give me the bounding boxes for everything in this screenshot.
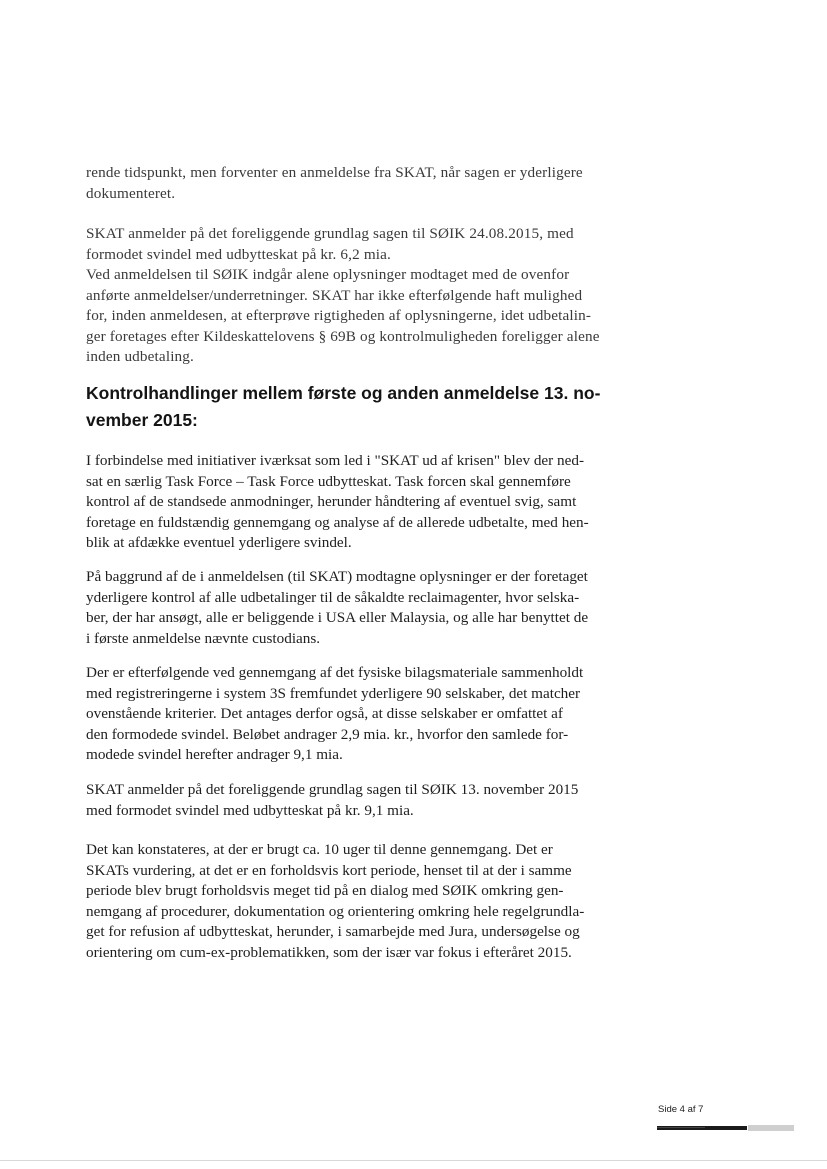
text-line: periode blev brugt forholdsvis meget tid på en dialog med SØIK omkring gen- [86,882,564,899]
text-line: formodet svindel med udbytteskat på kr. 6,2 mia. [86,245,391,263]
footer-rule-thin [657,1127,705,1128]
text-line: inden udbetaling. [86,348,194,365]
text-line: orientering om cum-ex-problematikken, som der især var fokus i efteråret 2015. [86,943,572,961]
text-line: Det kan konstateres, at der er brugt ca. 10 uger til denne gennemgang. Det er [86,841,553,858]
text-line: dokumenteret. [86,184,176,202]
text-line: modede svindel herefter andrager 9,1 mia. [86,746,343,763]
text-line: I forbindelse med initiativer iværksat som led i "SKAT ud af krisen" blev der ned- [86,452,585,469]
paragraph-intro [86,163,646,204]
text-line: i første anmeldelse nævnte custodians. [86,629,321,647]
paragraph-control [86,567,646,649]
text-line: sat en særlig Task Force – Task Force udbytteskat. Task forcen skal gennemføre [86,472,571,490]
text-line: den formodede svindel. Beløbet andrager 2,9 mia. kr., hvorfor den samlede for- [86,725,569,743]
text-line: ovenstående kriterier. Det antages derfor også, at disse selskaber er omfattet af [86,705,563,722]
paragraph-assessment [86,840,646,963]
paragraph-first-report [86,224,646,368]
text-line: kontrol af de standsede anmodninger, herunder håndtering af eventuel svig, samt [86,493,577,510]
text-line: blik at afdække eventuel yderligere svindel. [86,534,352,551]
heading-line: Kontrolhandlinger mellem første og anden anmeldelse 13. no- [86,383,601,403]
text-line: Der er efterfølgende ved gennemgang af det fysiske bilagsmateriale sammenholdt [86,664,584,681]
text-line: SKAT anmelder på det foreliggende grundlag sagen til SØIK 24.08.2015, med [86,225,574,242]
text-line: Ved anmeldelsen til SØIK indgår alene oplysninger modtaget med de ovenfor [86,266,570,283]
text-line: med registreringerne i system 3S fremfundet yderligere 90 selskaber, det matcher [86,684,581,702]
text-line: yderligere kontrol af alle udbetalinger til de såkaldte reclaimagenter, hvor selska- [86,588,580,606]
heading-line: vember 2015: [86,410,198,430]
section-heading [86,380,646,434]
text-line: nemgang af procedurer, dokumentation og orientering omkring hele regelgrundla- [86,902,585,920]
footer-rule-light [748,1125,794,1131]
page-number: Side 4 af 7 [658,1104,704,1115]
paragraph-review [86,663,646,766]
text-line: rende tidspunkt, men forventer en anmeldelse fra SKAT, når sagen er yderligere [86,164,583,181]
text-line: ger foretages efter Kildeskattelovens § 69B og kontrolmuligheden foreligger alene [86,327,600,345]
text-line: SKATs vurdering, at det er en forholdsvis kort periode, henset til at der i samme [86,861,572,879]
text-line: med formodet svindel med udbytteskat på kr. 9,1 mia. [86,801,414,819]
text-line: foretage en fuldstændig gennemgang og analyse af de allerede udbetalte, med hen- [86,513,589,531]
text-line: På baggrund af de i anmeldelsen (til SKAT) modtagne oplysninger er der foretaget [86,568,588,585]
scan-edge-divider [0,1160,827,1161]
text-line: ber, der har ansøgt, alle er beliggende i USA eller Malaysia, og alle har benyttet de [86,609,589,626]
paragraph-task-force [86,451,646,554]
text-line: for, inden anmeldesen, at efterprøve rigtigheden af oplysningerne, idet udbetalin- [86,307,592,324]
text-line: get for refusion af udbytteskat, herunder, i samarbejde med Jura, undersøgelse og [86,923,580,940]
text-line: anførte anmeldelser/underretninger. SKAT har ikke efterfølgende haft mulighed [86,286,583,304]
paragraph-second-report [86,780,646,821]
text-line: SKAT anmelder på det foreliggende grundlag sagen til SØIK 13. november 2015 [86,781,579,798]
